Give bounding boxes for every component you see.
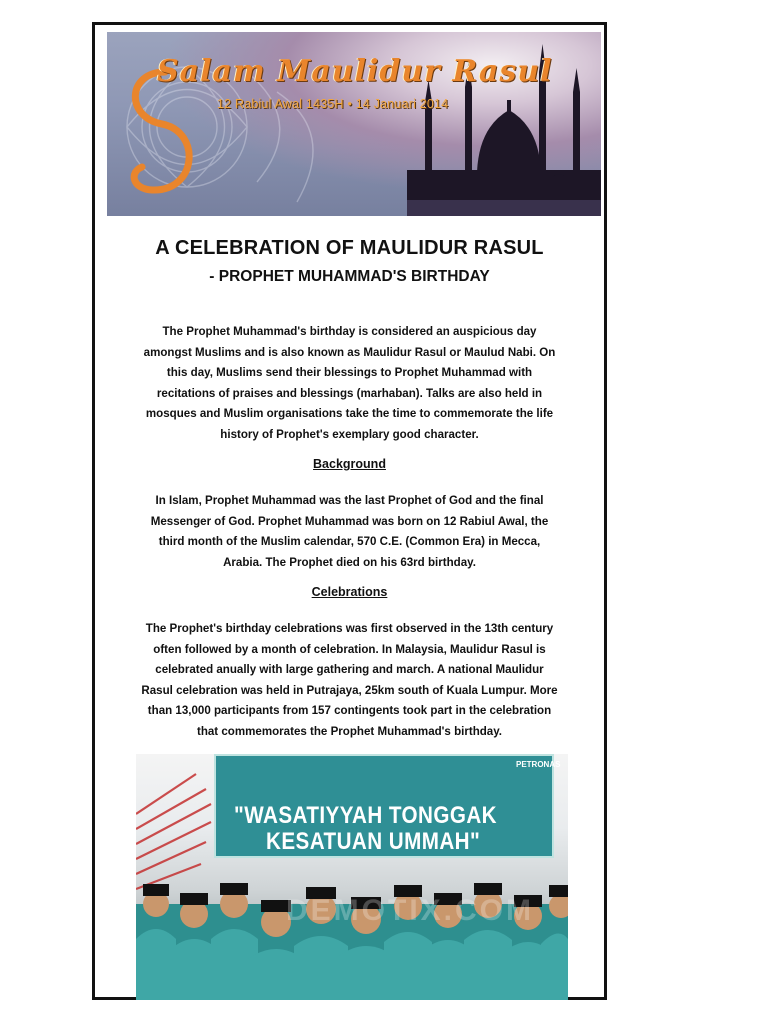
celebration-photo — [136, 754, 568, 1000]
page-title: A CELEBRATION OF MAULIDUR RASUL — [155, 237, 544, 259]
banner — [107, 32, 601, 216]
banner-title: Salam Maulidur Rasul — [157, 54, 553, 89]
celebrations-paragraph: The Prophet's birthday celebrations was first observed in the 13th century often followed by a month of celebration. In Malaysia, Maulidur Rasul is celebrated anually with large gathering and march. A national Maulidur Rasul celebration was held in Putrajaya, 25km south of Kuala Lumpur. More than 13,000 participants from 157 contingents took part in the celebration that commemorates the Prophet Muhammad's birthday. — [141, 621, 558, 738]
sign-text-line1: "WASATIYYAH TONGGAK — [234, 802, 497, 829]
sign-text-line2: KESATUAN UMMAH" — [266, 828, 481, 855]
celebrations-heading: Celebrations — [311, 585, 388, 599]
document-frame — [92, 22, 607, 1000]
page-subtitle: - PROPHET MUHAMMAD'S BIRTHDAY — [209, 268, 490, 285]
banner-date: 12 Rabiul Awal 1435H • 14 Januari 2014 — [217, 97, 449, 111]
intro-paragraph: The Prophet Muhammad's birthday is considered an auspicious day amongst Muslims and is also known as Maulidur Rasul or Maulud Nabi. On this day, Muslims send their blessings to Prophet Muhammad with recitations of praises and blessings (marhaban). Talks are also held in mosques and Muslim organisations take the time to commemorate the life history of Prophet's exemplary good character. — [143, 324, 556, 441]
sponsor-logo-text: PETRONAS — [516, 760, 561, 769]
photo-watermark: DEMOTIX.COM — [286, 894, 534, 927]
background-heading: Background — [313, 457, 386, 471]
background-paragraph: In Islam, Prophet Muhammad was the last Prophet of God and the final Messenger of God. Prophet Muhammad was born on 12 Rabiul Awal, the third month of the Muslim calendar, 570 C.E. (Common Era) in Mecca, Arabia. The Prophet died on his 63rd birthday. — [150, 493, 549, 569]
